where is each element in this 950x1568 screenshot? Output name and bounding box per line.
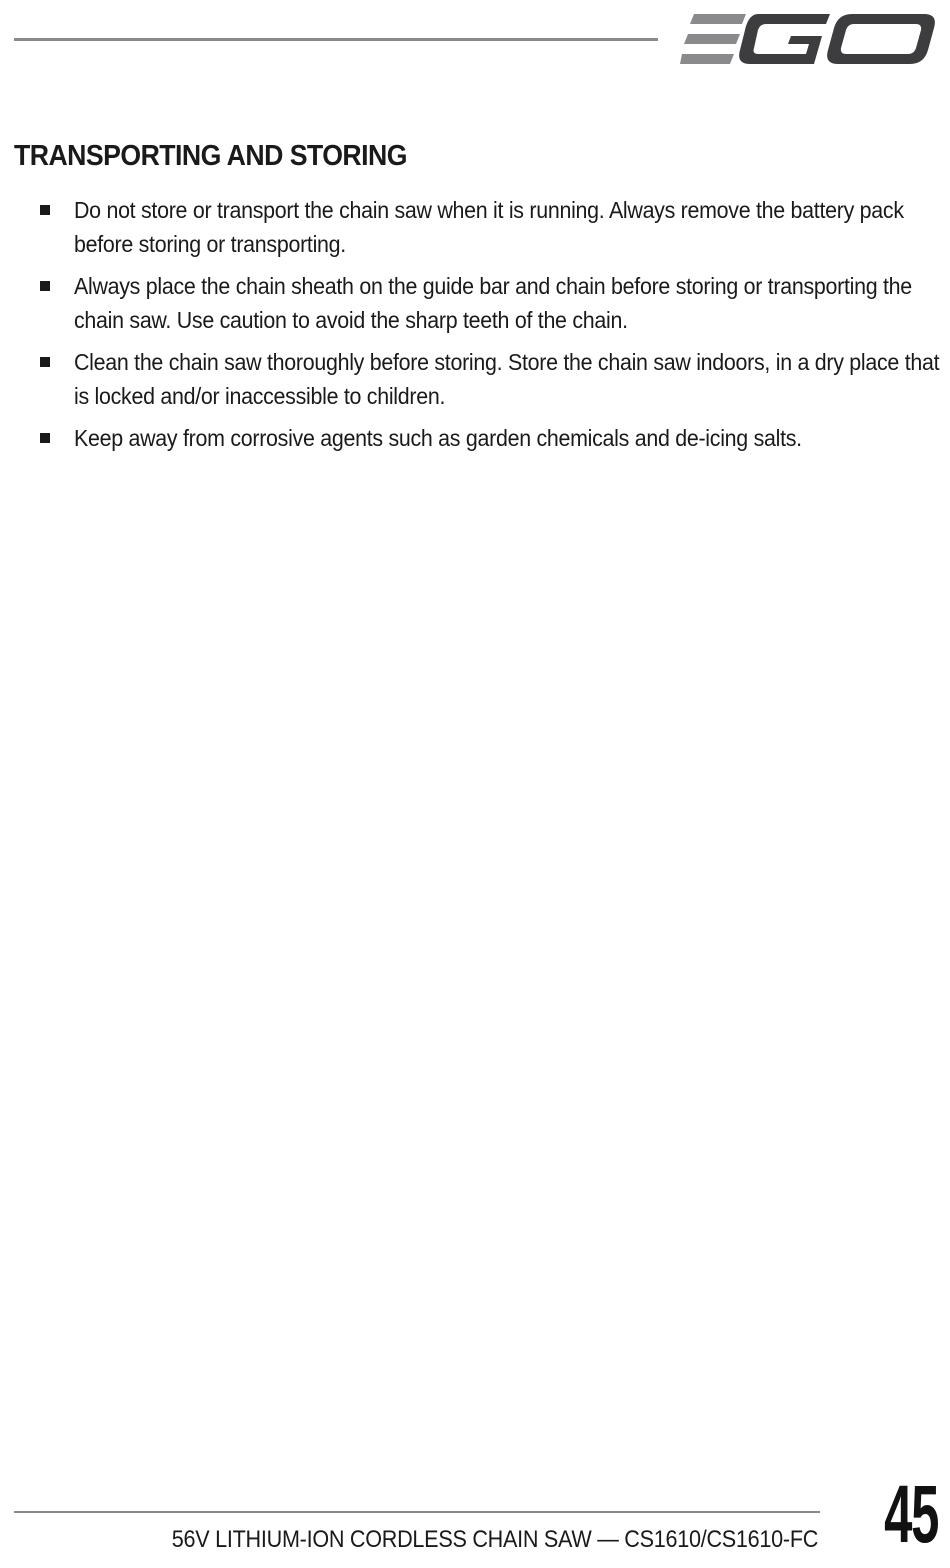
section-title: TRANSPORTING AND STORING: [14, 140, 407, 172]
square-bullet-icon: [40, 281, 50, 291]
list-item-text: Do not store or transport the chain saw when it is running. Always remove the battery pack before storing or transporting.: [74, 197, 904, 257]
square-bullet-icon: [40, 205, 50, 215]
ego-logo: [680, 10, 936, 68]
square-bullet-icon: [40, 433, 50, 443]
header-rule: [14, 38, 658, 41]
list-item-text: Keep away from corrosive agents such as garden chemicals and de-icing salts.: [74, 425, 802, 451]
footer-product-line: 56V LITHIUM-ION CORDLESS CHAIN SAW — CS1610/CS1610-FC: [171, 1526, 818, 1553]
footer-rule: [14, 1511, 820, 1513]
list-item: [36, 193, 936, 261]
list-item: [36, 269, 936, 337]
page-number: 45: [883, 1469, 938, 1560]
bullet-list: [36, 193, 940, 463]
list-item-text: Always place the chain sheath on the guide bar and chain before storing or transporting the chain saw. Use caution to avoid the sharp teeth of the chain.: [74, 273, 912, 333]
list-item: [36, 345, 940, 413]
list-item: [36, 421, 936, 455]
square-bullet-icon: [40, 357, 50, 367]
list-item-text: Clean the chain saw thoroughly before storing. Store the chain saw indoors, in a dry place that is locked and/or inaccessible to children.: [74, 349, 940, 409]
